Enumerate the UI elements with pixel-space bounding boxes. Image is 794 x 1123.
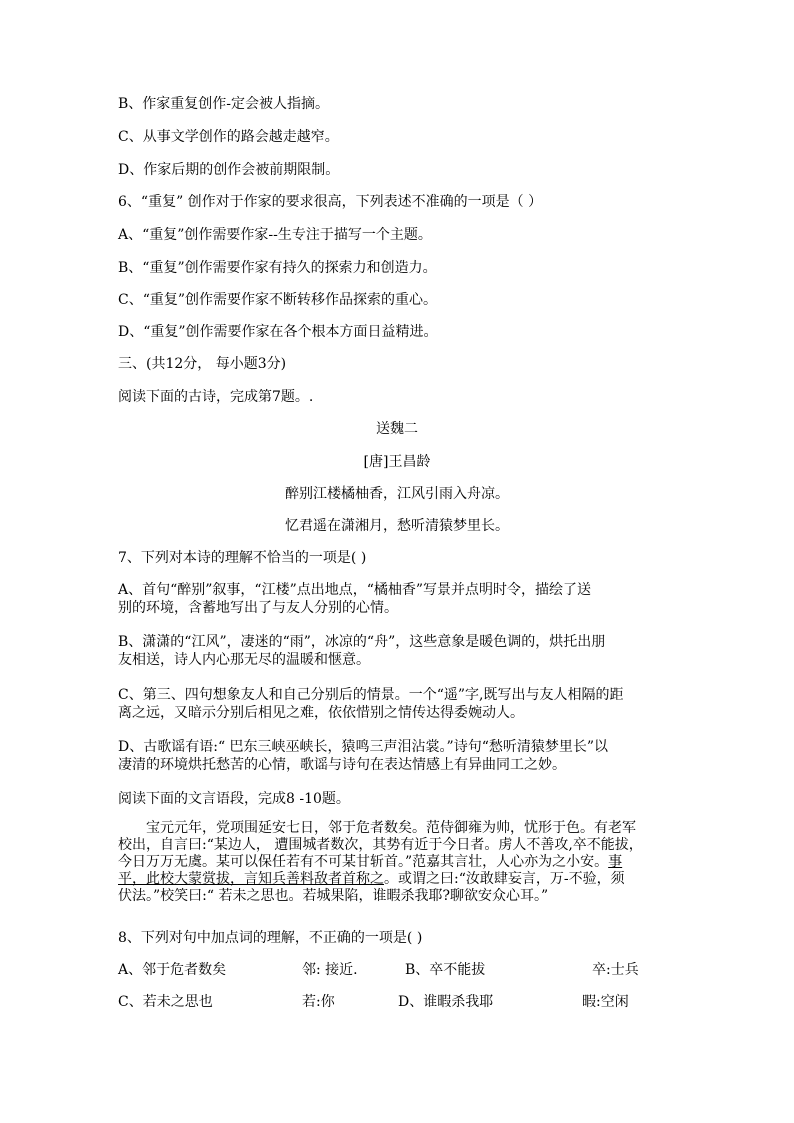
q7-option-b-line-2: 友相送，诗人内心那无尽的温暖和惬意。 [118, 652, 370, 668]
section-3-instruction: 阅读下面的古诗，完成第7题。. [118, 389, 314, 405]
poem-author: [唐]王昌龄 [363, 454, 431, 470]
passage-line-3 [118, 854, 684, 871]
q7-option-a-line-2: 别的环境，含蓄地写出了与友人分别的心情。 [118, 600, 398, 616]
q6-option-c: C、“重复”创作需要作家不断转移作品探索的重心。 [118, 292, 438, 308]
q6-option-d: D、“重复”创作需要作家在各个根本方面日益精进。 [118, 324, 438, 340]
passage-line-1: 宝元元年，党项围延安七日，邻于危者数矣。范侍御雍为帅，忧形于色。有老军 [146, 820, 636, 836]
passage-line-2: 校出，自言曰:“某边人， 遭围城者数次，其势有近于今日者。虏人不善攻,卒不能拔， [118, 837, 643, 853]
q6-option-b: B、“重复”创作需要作家有持久的探索力和创造力。 [118, 260, 437, 276]
q8-option-c: C、若未之思也 [118, 994, 213, 1010]
q5-option-d: D、作家后期的创作会被前期限制。 [118, 162, 340, 178]
q7-option-a-line-1: A、首句“醉别”叙事，“江楼”点出地点，“橘柚香”写景并点明时令，描绘了送 [118, 582, 592, 598]
q6-option-a: A、“重复”创作需要作家--生专注于描写一个主题。 [118, 227, 432, 243]
q7-option-d [118, 738, 684, 774]
q8-option-a-gloss: 邻: 接近. [302, 962, 358, 978]
passage-line-3-text: 今日万万无虞。某可以保任若有不可某甘斩首。”范嘉其言壮，人心亦为之小安。 [118, 854, 609, 870]
classical-passage [118, 820, 684, 905]
q8-option-b-gloss: 卒:士兵 [592, 962, 639, 978]
q7-stem: 7、下列对本诗的理解不恰当的一项是( ) [118, 550, 367, 566]
q8-option-d: D、谁暇杀我耶 [398, 994, 494, 1010]
poem-title: 送魏二 [376, 421, 418, 437]
q8-option-c-gloss: 若:你 [302, 994, 335, 1010]
passage-underlined-sentence-start: 事 [608, 854, 623, 870]
q7-option-c-line-1: C、第三、四句想象友人和自己分别后的情景。一个“遥”字,既写出与友人相隔的距 [118, 687, 624, 703]
q8-stem: 8、下列对句中加点词的理解，不正确的一项是( ) [118, 930, 423, 946]
q5-option-b: B、作家重复创作-定会被人指摘。 [118, 96, 330, 112]
q7-option-d-line-1: D、古歌谣有语:“ 巴东三峡巫峡长，猿鸣三声泪沾裳。”诗句“愁听清猿梦里长”以 [118, 739, 609, 755]
passage-line-4 [118, 871, 684, 888]
q7-option-c-line-2: 离之远，又暗示分别后相见之难，依依惜别之情传达得委婉动人。 [118, 705, 524, 721]
passage-instruction: 阅读下面的文言语段，完成8 -10题。 [118, 791, 350, 807]
q6-stem: 6、“重复” 创作对于作家的要求很高，下列表述不准确的一项是（ ） [118, 194, 543, 210]
section-3-heading: 三、(共12分， 每小题3分) [118, 356, 287, 372]
q7-option-b [118, 633, 684, 669]
q5-option-c: C、从事文学创作的路会越走越窄。 [118, 129, 339, 145]
poem-line-2: 忆君遥在潇湘月，愁听清猿梦里长。 [285, 518, 509, 534]
q7-option-b-line-1: B、潇潇的“江风”，凄迷的“雨”，冰凉的“舟”，这些意象是暖色调的，烘托出朋 [118, 634, 606, 650]
q7-option-a [118, 581, 684, 617]
q8-option-b: B、卒不能拔 [405, 962, 486, 978]
passage-line-4-text: 。或谓之曰:“汝敢肆妄言，万-不验，须 [384, 871, 625, 887]
passage-line-5: 伏法。”校笑曰:“ 若未之思也。若城果陷，谁暇杀我耶?聊欲安众心耳。” [118, 888, 549, 904]
q7-option-d-line-2: 凄清的环境烘托愁苦的心情，歌谣与诗句在表达情感上有异曲同工之妙。 [118, 757, 566, 773]
poem-line-1: 醉别江楼橘柚香，江风引雨入舟凉。 [285, 486, 509, 502]
q8-option-a: A、邻于危者数矣 [118, 962, 227, 978]
passage-underlined-sentence: 平，此校大蒙赏拔，言知兵善料敌者首称之 [118, 871, 384, 887]
q8-option-d-gloss: 暇:空闲 [582, 994, 629, 1010]
q7-option-c [118, 686, 684, 722]
